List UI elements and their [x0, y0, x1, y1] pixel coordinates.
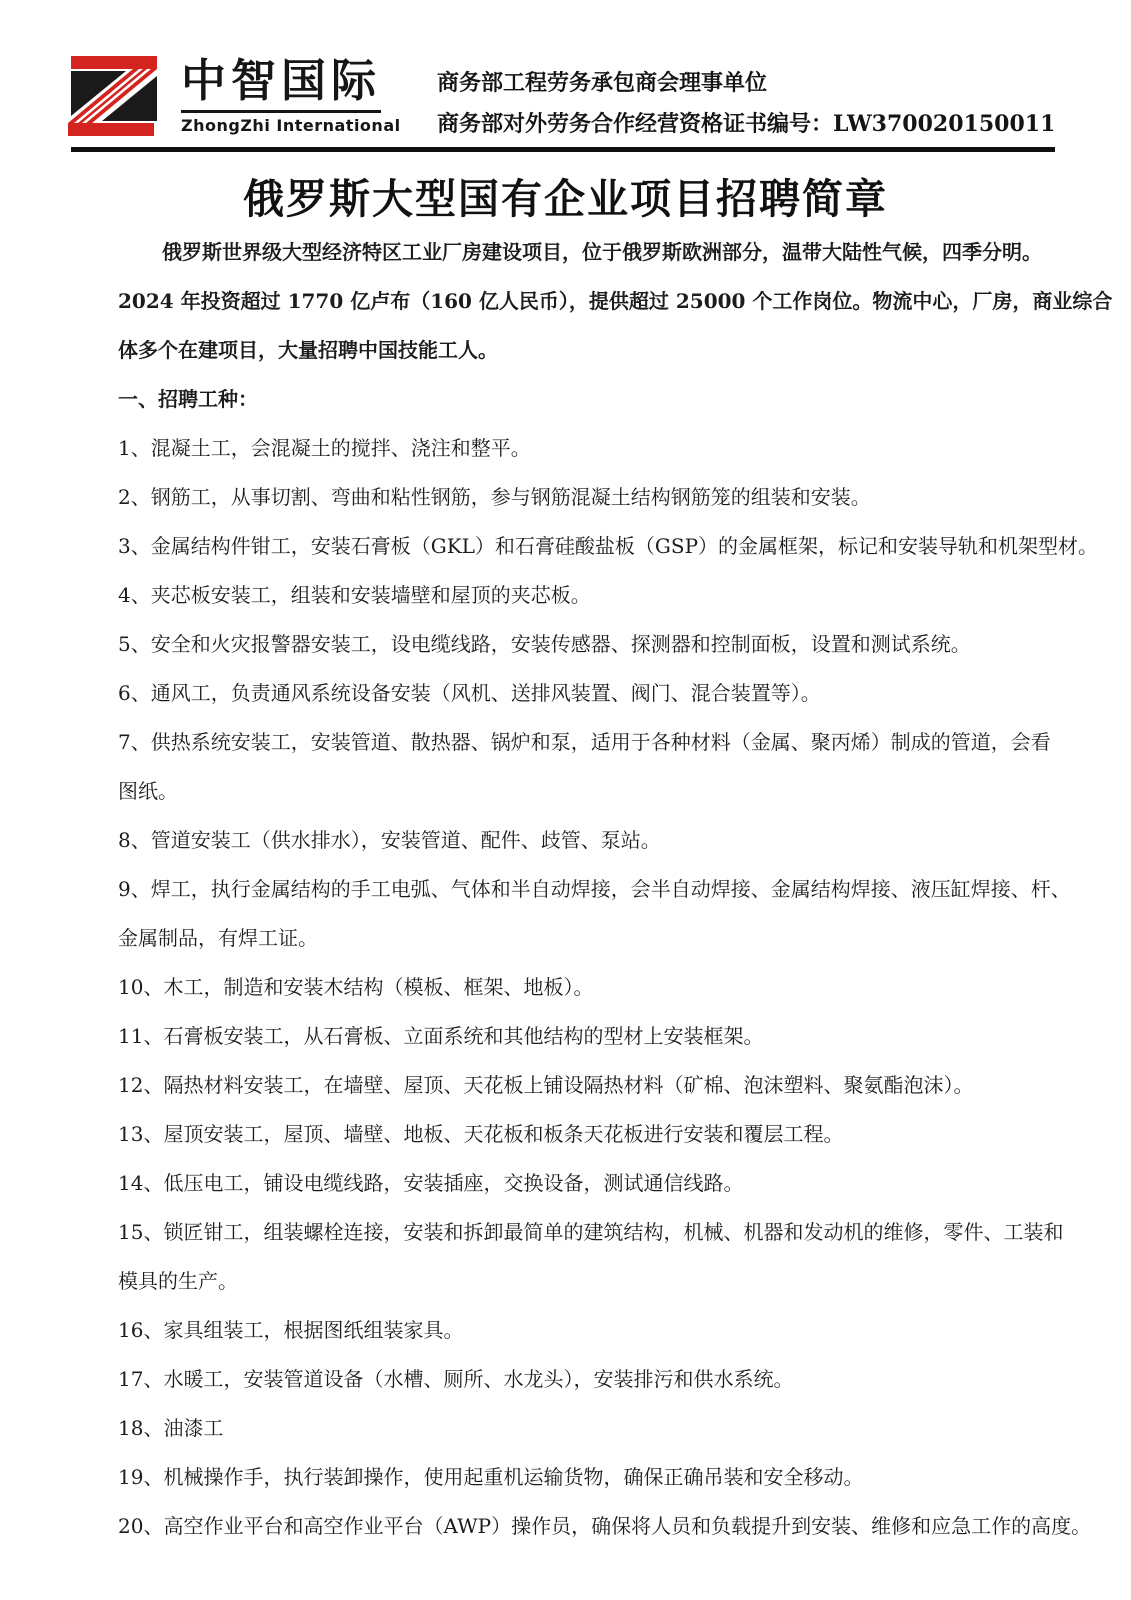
job-item-13-line: 13、屋顶安装工，屋顶、墙壁、地板、天花板和板条天花板进行安装和覆层工程。	[118, 1122, 844, 1146]
job-item-1-line: 1、混凝土工，会混凝土的搅拌、浇注和整平。	[118, 436, 531, 460]
job-item-15-line: 模具的生产。	[118, 1269, 238, 1293]
credential-line-2: 商务部对外劳务合作经营资格证书编号：LW370020150011	[437, 111, 1056, 137]
job-item-7-line: 图纸。	[118, 779, 178, 803]
job-item-19-line: 19、机械操作手，执行装卸操作，使用起重机运输货物，确保正确吊装和安全移动。	[118, 1465, 864, 1489]
section-heading: 一、招聘工种：	[118, 387, 258, 411]
intro-line-1: 俄罗斯世界级大型经济特区工业厂房建设项目，位于俄罗斯欧洲部分，温带大陆性气候，四季分明。	[162, 240, 1042, 264]
header-rule	[71, 147, 1055, 152]
job-item-6-line: 6、通风工，负责通风系统设备安装（风机、送排风装置、阀门、混合装置等）。	[118, 681, 821, 705]
logo-name-en: ZhongZhi International	[181, 116, 401, 136]
job-list	[118, 424, 1099, 1551]
job-item-12-line: 12、隔热材料安装工，在墙壁、屋顶、天花板上铺设隔热材料（矿棉、泡沫塑料、聚氨酯泡沫）。	[118, 1073, 974, 1097]
job-item-4-line: 4、夹芯板安装工，组装和安装墙壁和屋顶的夹芯板。	[118, 583, 591, 607]
job-item-16-line: 16、家具组装工，根据图纸组装家具。	[118, 1318, 464, 1342]
job-item-2-line: 2、钢筋工，从事切割、弯曲和粘性钢筋，参与钢筋混凝土结构钢筋笼的组装和安装。	[118, 485, 871, 509]
credentials-block	[437, 63, 1055, 145]
logo-divider	[181, 110, 381, 113]
document-body	[118, 228, 1113, 1551]
job-item-20-line: 20、高空作业平台和高空作业平台（AWP）操作员，确保将人员和负载提升到安装、维修和应急工作的高度。	[118, 1514, 1092, 1538]
job-item-8-line: 8、管道安装工（供水排水），安装管道、配件、歧管、泵站。	[118, 828, 661, 852]
job-item-9-line: 9、焊工，执行金属结构的手工电弧、气体和半自动焊接，会半自动焊接、金属结构焊接、液压缸焊接、杆、	[118, 877, 1071, 901]
intro-line-2: 2024 年投资超过 1770 亿卢布（160 亿人民币），提供超过 25000 个工作岗位。物流中心，厂房，商业综合	[118, 289, 1113, 313]
job-item-7-line: 7、供热系统安装工，安装管道、散热器、锅炉和泵，适用于各种材料（金属、聚丙烯）制成的管道，会看	[118, 730, 1051, 754]
job-item-5-line: 5、安全和火灾报警器安装工，设电缆线路，安装传感器、探测器和控制面板，设置和测试系统。	[118, 632, 971, 656]
job-item-10-line: 10、木工，制造和安装木结构（模板、框架、地板）。	[118, 975, 594, 999]
job-item-17-line: 17、水暖工，安装管道设备（水槽、厕所、水龙头），安装排污和供水系统。	[118, 1367, 794, 1391]
job-item-9-line: 金属制品，有焊工证。	[118, 926, 318, 950]
job-item-18-line: 18、油漆工	[118, 1416, 224, 1440]
intro-paragraph	[118, 228, 1113, 375]
job-item-15-line: 15、锁匠钳工，组装螺栓连接，安装和拆卸最简单的建筑结构，机械、机器和发动机的维修，零件、工装和	[118, 1220, 1064, 1244]
job-item-3-line: 3、金属结构件钳工，安装石膏板（GKL）和石膏硅酸盐板（GSP）的金属框架，标记和安装导轨和机架型材。	[118, 534, 1099, 558]
job-item-11-line: 11、石膏板安装工，从石膏板、立面系统和其他结构的型材上安装框架。	[118, 1024, 764, 1048]
credential-line-1: 商务部工程劳务承包商会理事单位	[437, 70, 768, 96]
zhongzhi-logo-icon	[66, 52, 161, 142]
logo-name-cn: 中智国际	[181, 54, 382, 107]
job-item-14-line: 14、低压电工，铺设电缆线路，安装插座，交换设备，测试通信线路。	[118, 1171, 744, 1195]
company-logo	[181, 54, 401, 136]
intro-line-3: 体多个在建项目，大量招聘中国技能工人。	[118, 338, 498, 362]
document-title: 俄罗斯大型国有企业项目招聘简章	[243, 175, 888, 223]
